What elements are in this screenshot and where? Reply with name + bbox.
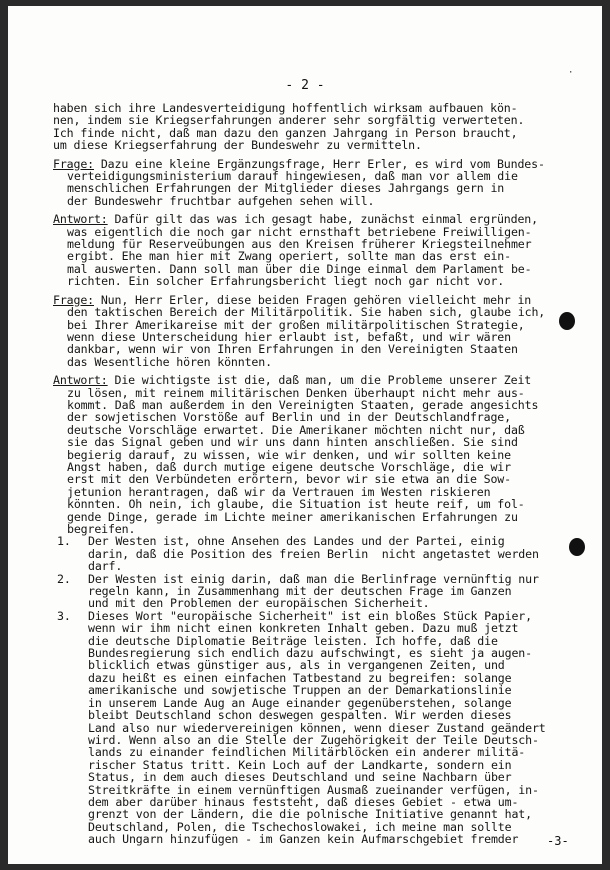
text-line: jetunion herantragen, daß wir da Vertrauen im Westen riskieren xyxy=(67,484,491,499)
text-line-start: Dafür gilt das was ich gesagt habe, zunächst einmal ergründen, xyxy=(114,212,538,227)
text-line: amerikanische und sowjetische Truppen an der Demarkationslinie xyxy=(88,683,512,698)
ink-blot xyxy=(569,538,585,556)
text-line: wird. Wenn also an die Stelle der Zugehörigkeit der Teile Deutsch- xyxy=(88,732,539,747)
text-line: begierig darauf, zu wissen, wie wir denken, und wir sollten keine xyxy=(67,447,511,462)
text-line: Status, in dem auch dieses Deutschland und seine Nachbarn über xyxy=(88,770,512,785)
text-line: der Bundeswehr fruchtbar aufgehen sehen will. xyxy=(67,193,375,208)
list-item xyxy=(53,573,593,610)
text-line: Deutschland, Polen, die Tschechoslowakei, ich meine man sollte xyxy=(88,819,512,834)
text-line: und mit den Problemen der europäischen Sicherheit. xyxy=(88,596,430,611)
text-line: in unserem Lande Aug an Auge einander gegenüberstehen, solange xyxy=(88,695,512,710)
text-line: um diese Kriegserfahrung der Bundeswehr zu vermitteln. xyxy=(53,138,422,153)
text-line: begreifen. xyxy=(67,522,136,536)
answer-1 xyxy=(53,213,593,287)
question-1 xyxy=(53,158,593,208)
text-line: darin, daß die Position des freien Berlin nicht angetastet werden xyxy=(88,546,539,561)
speaker-label: Antwort: xyxy=(53,212,108,227)
list-number: 1. xyxy=(57,534,71,549)
text-line-start: Nun, Herr Erler, diese beiden Fragen gehören vielleicht mehr in xyxy=(100,292,532,307)
text-line: deutsche Vorschläge erwartet. Die Amerikaner möchten nicht nur, daß xyxy=(67,422,525,437)
text-line: menschlichen Erfahrungen der Mitglieder dieses Jahrgangs gern in xyxy=(67,181,505,196)
text-line: Der Westen ist einig darin, daß man die Berlinfrage vernünftig nur xyxy=(88,571,539,586)
list-number: 3. xyxy=(57,608,71,623)
list-number: 2. xyxy=(57,571,71,586)
text-line: Land also nur wiedervereinigen können, wenn dieser Zustand geändert xyxy=(88,720,546,735)
list-item xyxy=(53,535,593,572)
ink-blot xyxy=(559,312,575,330)
text-line: nen, indem sie Kriegserfahrungen anderer sehr sorgfältig verwerteten. xyxy=(53,113,525,128)
text-line: grenzt von der Ländern, die die polnische Initiative genannt hat, xyxy=(88,807,532,822)
text-line-start: Die wichtigste ist die, daß man, um die Probleme unserer Zeit xyxy=(114,373,532,388)
text-line: bei Ihrer Amerikareise mit der großen militärpolitischen Strategie, xyxy=(67,317,525,332)
text-line xyxy=(53,374,593,386)
text-line: lands zu einander feindlichen Militärblöcken ein anderer militä- xyxy=(88,745,526,760)
text-line: dankbar, wenn wir von Ihren Erfahrungen in den Vereinigten Staaten xyxy=(67,342,518,357)
question-2 xyxy=(53,294,593,368)
text-line xyxy=(53,213,593,225)
speaker-label: Frage: xyxy=(53,156,94,171)
text-line: mal auswerten. Dann soll man über die Dinge einmal dem Parlament be- xyxy=(67,261,532,276)
text-line: regeln kann, in Zusammenhang mit der deutschen Frage im Ganzen xyxy=(88,584,512,599)
text-line: was eigentlich die noch gar nicht ernsthaft betriebene Freiwilligen- xyxy=(67,224,532,239)
text-line: sie das Signal geben und wir uns dann hinten anschließen. Sie sind xyxy=(67,435,518,450)
document-page xyxy=(8,6,602,864)
text-line: Der Westen ist, ohne Ansehen des Landes und der Partei, einig xyxy=(88,534,505,549)
text-line: Bundesregierung sich endlich dazu aufschwingt, es sieht ja augen- xyxy=(88,646,532,661)
text-line: die deutsche Diplomatie Beiträge leisten. Ich hoffe, daß die xyxy=(88,633,498,648)
page-number: - 2 - xyxy=(285,78,325,93)
text-line: ergibt. Ehe man hier mit Zwang operiert, sollte man das erst ein- xyxy=(67,249,511,264)
text-line: das Wesentliche hören könnten. xyxy=(67,354,272,369)
text-line: zu lösen, mit reinem militärischen Denken überhaupt nicht mehr aus- xyxy=(67,385,525,400)
text-line: bleibt Deutschland schon deswegen gespalten. Wir werden dieses xyxy=(88,708,512,723)
text-line: wenn wir ihm nicht einen konkreten Inhalt geben. Dazu muß jetzt xyxy=(88,621,519,636)
text-line: verteidigungsministerium darauf hingewiesen, daß man vor allem die xyxy=(67,169,518,184)
text-line: erst mit den Verbündeten erörtern, bevor wir sie etwa an die Sow- xyxy=(67,472,511,487)
text-line: dazu heißt es einen einfachen Tatbestand zu begreifen: solange xyxy=(88,670,512,685)
text-line: richten. Ein solcher Erfahrungsbericht liegt noch gar nicht vor. xyxy=(67,274,505,289)
list-item xyxy=(53,610,593,846)
text-line: meldung für Reserveübungen aus den Kreisen früherer Kriegsteilnehmer xyxy=(67,237,532,252)
text-line: rischer Status tritt. Kein Loch auf der Landkarte, sondern ein xyxy=(88,757,512,772)
text-line: gende Dinge, gerade im Lichte meiner amerikanischen Erfahrungen zu xyxy=(67,509,518,524)
text-line: dem aber darüber hinaus feststeht, daß dieses Gebiet - etwa um- xyxy=(88,794,519,809)
text-line: Angst haben, daß durch mutige eigene deutsche Vorschläge, die wir xyxy=(67,459,511,474)
text-line-start: Dazu eine kleine Ergänzungsfrage, Herr Erler, es wird vom Bundes- xyxy=(100,156,545,171)
speaker-label: Frage: xyxy=(53,292,94,307)
answer-2 xyxy=(53,374,593,845)
text-line: könnten. Oh nein, ich glaube, die Situation ist heute reif, um fol- xyxy=(67,497,525,512)
text-line: darf. xyxy=(88,559,123,574)
intro-paragraph xyxy=(53,102,593,152)
text-line: Ich finde nicht, daß man dazu den ganzen Jahrgang in Person braucht, xyxy=(53,125,518,140)
text-line: den taktischen Bereich der Militärpolitik. Sie haben sich, glaube ich, xyxy=(67,305,546,320)
text-line: Streitkräfte in einem vernünftigen Ausmaß zueinander verfügen, in- xyxy=(88,782,539,797)
text-line: Dieses Wort "europäische Sicherheit" ist ein bloßes Stück Papier, xyxy=(88,608,532,623)
text-line: auch Ungarn hinzufügen - im Ganzen kein Aufmarschgebiet fremder xyxy=(88,832,519,847)
text-line: haben sich ihre Landesverteidigung hoffentlich wirksam aufbauen kön- xyxy=(53,101,518,115)
text-line: wenn diese Unterscheidung hier erlaubt ist, befaßt, und wir wären xyxy=(67,329,511,344)
numbered-list xyxy=(53,535,593,845)
document-body xyxy=(53,102,593,852)
next-page-number: -3- xyxy=(547,834,569,848)
text-line: blicklich etwas günstiger aus, als in vergangenen Zeiten, und xyxy=(88,658,505,673)
text-line: der sowjetischen Vorstöße auf Berlin und in der Deutschlandfrage, xyxy=(67,410,511,425)
corner-mark: · xyxy=(568,68,574,78)
text-line: kommt. Daß man außerdem in den Vereinigten Staaten, gerade angesichts xyxy=(67,397,539,412)
speaker-label: Antwort: xyxy=(53,373,108,388)
